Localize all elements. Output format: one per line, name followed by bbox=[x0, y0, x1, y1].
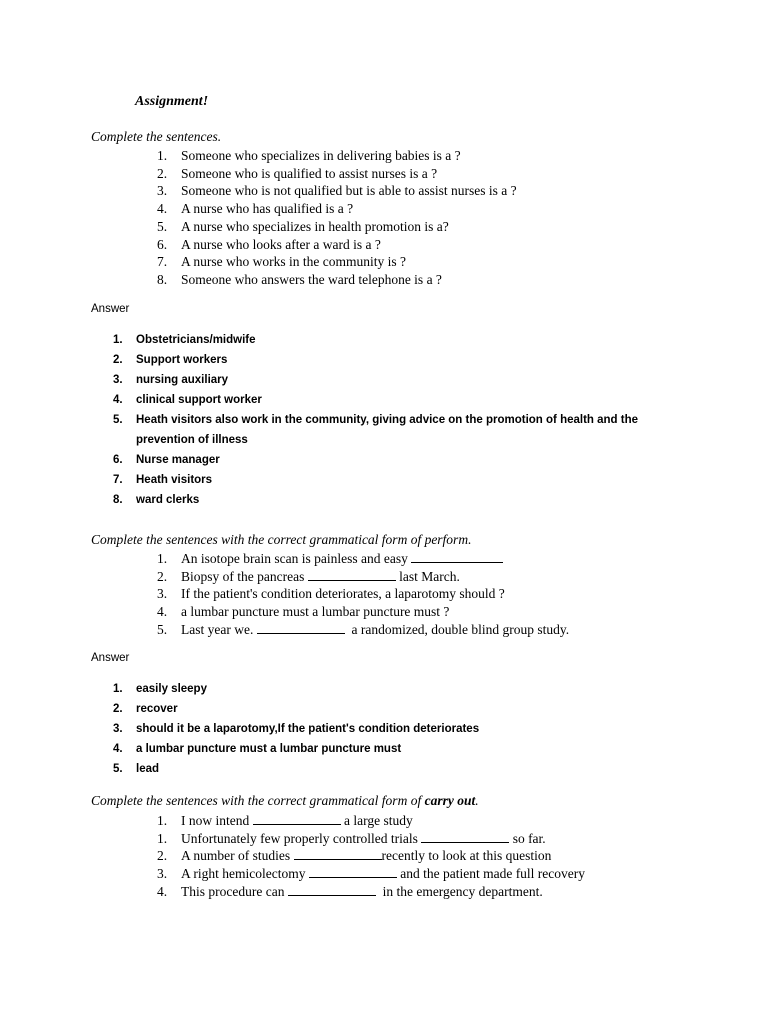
answer-blank bbox=[257, 621, 345, 634]
section1-answer-list bbox=[0, 330, 700, 510]
question-item: 3. A right hemicolectomy and the patient made full recovery bbox=[157, 866, 586, 882]
section1-instruction: Complete the sentences. bbox=[91, 129, 222, 144]
answer-item: 7. Heath visitors bbox=[113, 474, 213, 486]
question-item: 4. a lumbar puncture must a lumbar puncture must ? bbox=[157, 604, 450, 620]
question-item: 4. This procedure can in the emergency department. bbox=[157, 883, 543, 899]
question-item: 2. A number of studies recently to look at this question bbox=[157, 848, 552, 864]
section2-instruction: Complete the sentences with the correct grammatical form of perform. bbox=[91, 532, 472, 547]
section3-instruction: Complete the sentences with the correct grammatical form of carry out. bbox=[91, 793, 479, 808]
question-item: 2. Someone who is qualified to assist nurses is a ? bbox=[157, 165, 438, 181]
question-item: 5. A nurse who specializes in health promotion is a? bbox=[157, 218, 449, 234]
answer-item: 2. recover bbox=[113, 703, 178, 715]
question-item: 3. If the patient's condition deteriorates, a laparotomy should ? bbox=[157, 586, 505, 602]
answer-blank bbox=[309, 865, 397, 878]
question-item: 2. Biopsy of the pancreas last March. bbox=[157, 568, 460, 584]
answer-blank bbox=[253, 812, 341, 825]
section1-answer-label: Answer bbox=[91, 303, 130, 315]
question-item: 5. Last year we. a randomized, double blind group study. bbox=[157, 621, 570, 637]
answer-blank bbox=[411, 550, 503, 563]
answer-item: 4. clinical support worker bbox=[113, 394, 262, 406]
section2-answer-label: Answer bbox=[91, 652, 130, 664]
document-title: Assignment! bbox=[135, 94, 209, 109]
section2-answer-list bbox=[0, 679, 700, 779]
answer-item: 3. should it be a laparotomy,If the patient's condition deteriorates bbox=[113, 723, 480, 735]
question-item: 7. A nurse who works in the community is ? bbox=[157, 254, 406, 270]
answer-item: 6. Nurse manager bbox=[113, 454, 220, 466]
question-item: 1. An isotope brain scan is painless and easy bbox=[0, 550, 569, 568]
answer-blank bbox=[288, 883, 376, 896]
section3-question-list bbox=[0, 812, 585, 901]
answer-item: 8. ward clerks bbox=[113, 494, 200, 506]
question-item: 4. A nurse who has qualified is a ? bbox=[157, 201, 354, 217]
answer-item: 2. Support workers bbox=[113, 354, 228, 366]
question-item: 8. Someone who answers the ward telephone is a ? bbox=[157, 271, 442, 287]
question-item: 1. I now intend a large study bbox=[157, 813, 413, 828]
answer-item: 5. Heath visitors also work in the community, giving advice on the promotion of health and the prevention of illness bbox=[113, 414, 639, 446]
answer-blank bbox=[421, 830, 509, 843]
answer-item: 3. nursing auxiliary bbox=[113, 374, 229, 386]
answer-item: 4. a lumbar puncture must a lumbar puncture must bbox=[113, 743, 402, 755]
question-item: 1. Someone who specializes in delivering babies is a ? bbox=[157, 148, 461, 163]
answer-item: 1. Obstetricians/midwife bbox=[113, 334, 256, 346]
answer-item: 5. lead bbox=[113, 763, 160, 775]
question-item: 1. Unfortunately few properly controlled trials so far. bbox=[157, 830, 546, 846]
answer-blank bbox=[294, 847, 382, 860]
answer-item: 1. easily sleepy bbox=[113, 683, 207, 695]
section2-question-list bbox=[0, 550, 569, 639]
question-item: 3. Someone who is not qualified but is able to assist nurses is a ? bbox=[157, 183, 517, 199]
answer-blank bbox=[308, 568, 396, 581]
section1-question-list bbox=[0, 147, 517, 289]
question-item: 6. A nurse who looks after a ward is a ? bbox=[157, 236, 381, 252]
